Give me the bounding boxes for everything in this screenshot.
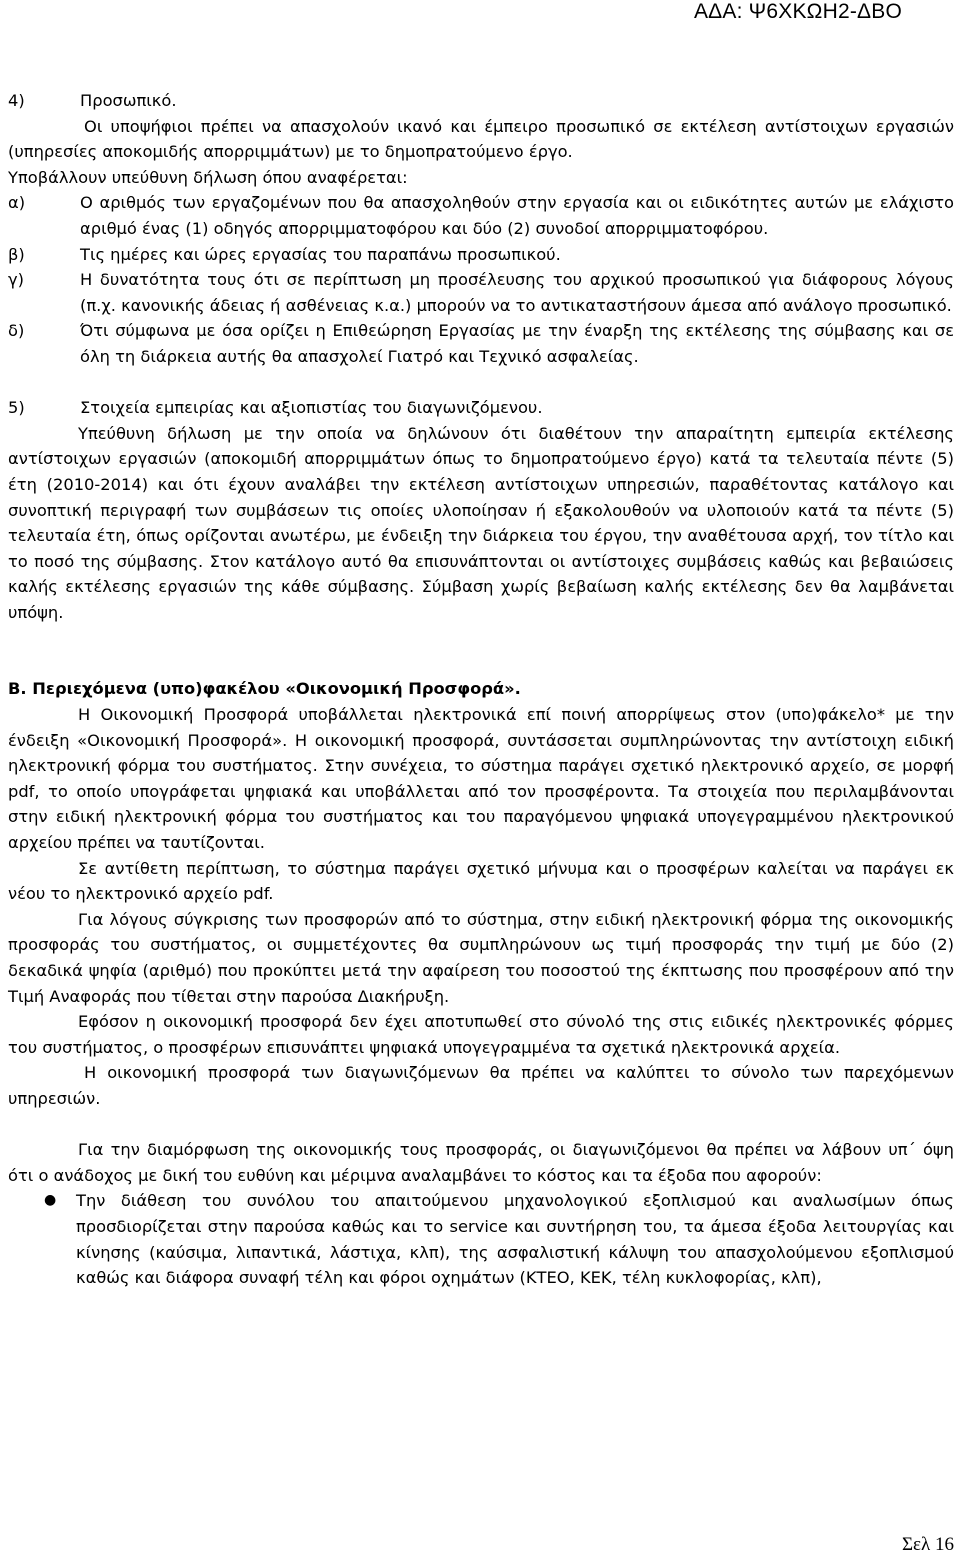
section-4-item-b [8, 242, 954, 268]
item-label: δ) [8, 321, 25, 341]
section-4-declaration-intro: Υποβάλλουν υπεύθυνη δήλωση όπου αναφέρεται: [8, 167, 408, 187]
bullet-text: Την διάθεση του συνόλου του απαιτούμενου μηχανολογικού εξοπλισμού και αναλωσίμων όπως προσδιορίζεται στην παρούσα καθώς και το service και συντήρηση του, τα άμεσα έξοδα λειτουργίας και κίνησης (καύσιμα, λιπαντικά, λάστιχα, κλπ), της ασφαλιστική κάλυψη του απασχολούμενου εξοπλισμού καθώς και διάφορα συναφή τέλη και φόροι οχημάτων (ΚΤΕΟ, ΚΕΚ, τέλη κυκλοφορίας, κλπ), [76, 1191, 954, 1288]
spacer [8, 370, 954, 396]
item-label: α) [8, 193, 26, 213]
section-4-heading [8, 88, 954, 114]
bullet-icon: ● [44, 1192, 57, 1209]
section-4-paragraph: Οι υποψήφιοι πρέπει να απασχολούν ικανό και έμπειρο προσωπικό σε εκτέλεση αντίστοιχων εργασιών (υπηρεσίες αποκομιδής απορριμμάτων) με το δημοπρατούμενο έργο. [8, 116, 954, 162]
section-5-paragraph: Υπεύθυνη δήλωση με την οποία να δηλώνουν ότι διαθέτουν την απαραίτητη εμπειρία εκτέλεσης αντίστοιχων εργασιών (αποκομιδή απορριμμάτων όπως το δημοπρατούμενο έργο) κατά τα τελευταία πέντε (5) έτη (2010-2014) και ότι έχουν αναλάβει την εκτέλεση αντίστοιχων υπηρεσιών, παραθέτοντας κατάλογο και συνοπτική περιγραφή των συμβάσεων τις οποίες υλοποίησαν ή εξακολουθούν να υλοποιούν κατά τα πέντε (5) τελευταία έτη, όπως ορίζονται ανωτέρω, με ένδειξη την διάρκεια του έργου, την αναθέτουσα αρχή, τον τίτλο και το ποσό της σύμβασης. Στον κατάλογο αυτό θα επισυνάπτονται οι αντίστοιχες συμβάσεις καθώς και βεβαιώσεις καλής εκτέλεσης εργασιών της κάθε σύμβασης. Σύμβαση χωρίς βεβαίωση καλής εκτέλεσης δεν θα λαμβάνεται υπόψη. [8, 423, 954, 622]
item-text: Τις ημέρες και ώρες εργασίας του παραπάνω προσωπικού. [80, 244, 561, 264]
item-text: Ο αριθμός των εργαζομένων που θα απασχοληθούν στην εργασία και οι ειδικότητες αυτών με ελάχιστο αριθμό ένας (1) οδηγός απορριμματοφόρου και δύο (2) συνοδοί απορριμματοφόρου. [80, 193, 954, 238]
spacer [8, 1112, 954, 1138]
page-number: Σελ 16 [902, 1534, 954, 1555]
section-5-heading [8, 395, 954, 421]
spacer [8, 625, 954, 676]
section-b-paragraph-6: Για την διαμόρφωση της οικονομικής τους προσφοράς, οι διαγωνιζόμενοι θα πρέπει να λάβουν υπ΄ όψη ότι ο ανάδοχος με δική του ευθύνη και μέριμνα αναλαμβάνει το κόστος και τα έξοδα που αφορούν: [8, 1140, 954, 1185]
section-b-paragraph-1: Η Οικονομική Προσφορά υποβάλλεται ηλεκτρονικά επί ποινή απορρίψεως στον (υπο)φάκελο* με την ένδειξη «Οικονομική Προσφορά». Η οικονομική προσφορά, συντάσσεται συμπληρώνοντας την αντίστοιχη ειδική ηλεκτρονική φόρμα του συστήματος. Στην συνέχεια, το σύστημα παράγει σχετικό ηλεκτρονικό αρχείο, σε μορφή pdf, το οποίο υπογράφεται ψηφιακά και υποβάλλεται από τον προσφέροντα. Τα στοιχεία που περιλαμβάνονται στην ειδική ηλεκτρονική φόρμα του συστήματος και του παραγόμενου ψηφιακά υπογεγραμμένου ηλεκτρονικού αρχείου πρέπει να ταυτίζονται. [8, 705, 954, 853]
item-label: β) [8, 244, 25, 264]
section-b-heading: Β. Περιεχόμενα (υπο)φακέλου «Οικονομική Προσφορά». [8, 679, 521, 699]
section-5-number: 5) [8, 398, 25, 418]
section-4-item-c [8, 267, 954, 318]
item-text: Η δυνατότητα τους ότι σε περίπτωση μη προσέλευσης του αρχικού προσωπικού για διάφορους λόγους (π.χ. κανονικής άδειας ή ασθένειας κ.α.) μπορούν να το αντικαταστήσουν άμεσα από ανάλογο προσωπικό. [80, 270, 954, 315]
bullet-item [8, 1188, 954, 1290]
section-4-number: 4) [8, 91, 25, 110]
section-b-paragraph-5: Η οικονομική προσφορά των διαγωνιζόμενων θα πρέπει να καλύπτει το σύνολο των παρεχόμενων υπηρεσιών. [8, 1063, 954, 1108]
section-4-item-d [8, 318, 954, 369]
item-text: Ότι σύμφωνα με όσα ορίζει η Επιθεώρηση Εργασίας με την έναρξη της εκτέλεσης της σύμβασης και σε όλη τη διάρκεια αυτής θα απασχολεί Γιατρό και Τεχνικό ασφαλείας. [80, 321, 954, 366]
section-4-item-a [8, 190, 954, 241]
section-b-paragraph-3: Για λόγους σύγκρισης των προσφορών από το σύστημα, στην ειδική ηλεκτρονική φόρμα της οικονομικής προσφοράς του συστήματος, οι συμμετέχοντες θα συμπληρώνουν ως τιμή προσφοράς την τιμή με δύο (2) δεκαδικά ψηφία (αριθμό) που προκύπτει μετά την αφαίρεση του ποσοστού της έκπτωσης που προσφέρουν από την Τιμή Αναφοράς που τίθεται στην παρούσα Διακήρυξη. [8, 909, 954, 1006]
item-label: γ) [8, 270, 24, 290]
section-4-title: Προσωπικό. [80, 91, 177, 110]
section-b-paragraph-4: Εφόσον η οικονομική προσφορά δεν έχει αποτυπωθεί στο σύνολό της στις ειδικές ηλεκτρονικές φόρμες του συστήματος, ο προσφέρων επισυνάπτει ψηφιακά υπογεγραμμένα τα σχετικά ηλεκτρονικά αρχεία. [8, 1012, 954, 1057]
document-body [8, 88, 954, 1291]
section-5-title: Στοιχεία εμπειρίας και αξιοπιστίας του διαγωνιζόμενου. [80, 398, 543, 418]
section-b-paragraph-2: Σε αντίθετη περίπτωση, το σύστημα παράγει σχετικό μήνυμα και ο προσφέρων καλείται να παράγει εκ νέου το ηλεκτρονικό αρχείο pdf. [8, 858, 954, 904]
ada-code-header: ΑΔΑ: Ψ6ΧΚΩΗ2-ΔΒΟ [693, 0, 902, 23]
